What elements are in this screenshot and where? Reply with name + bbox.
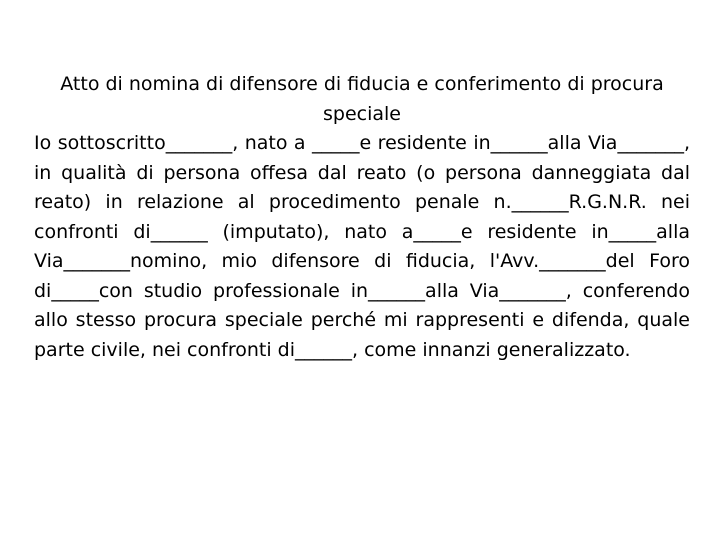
document-title: Atto di nomina di difensore di fiducia e conferimento di procura speciale bbox=[60, 73, 664, 125]
document-content bbox=[34, 70, 690, 365]
document-body: Io sottoscritto_______, nato a _____e residente in______alla Via_______, in qualità di persona offesa dal reato (o persona danneggiata dal reato) in relazione al procedimento penale n.______R.G.N.R. nei confronti di______ (imputato), nato a_____e residente in_____alla Via_______nomino, mio difensore di fiducia, l'Avv._______del Foro di_____con studio professionale in______alla Via_______, conferendo allo stesso procura speciale perché mi rappresenti e difenda, quale parte civile, nei confronti di______, come innanzi generalizzato. bbox=[34, 132, 690, 361]
